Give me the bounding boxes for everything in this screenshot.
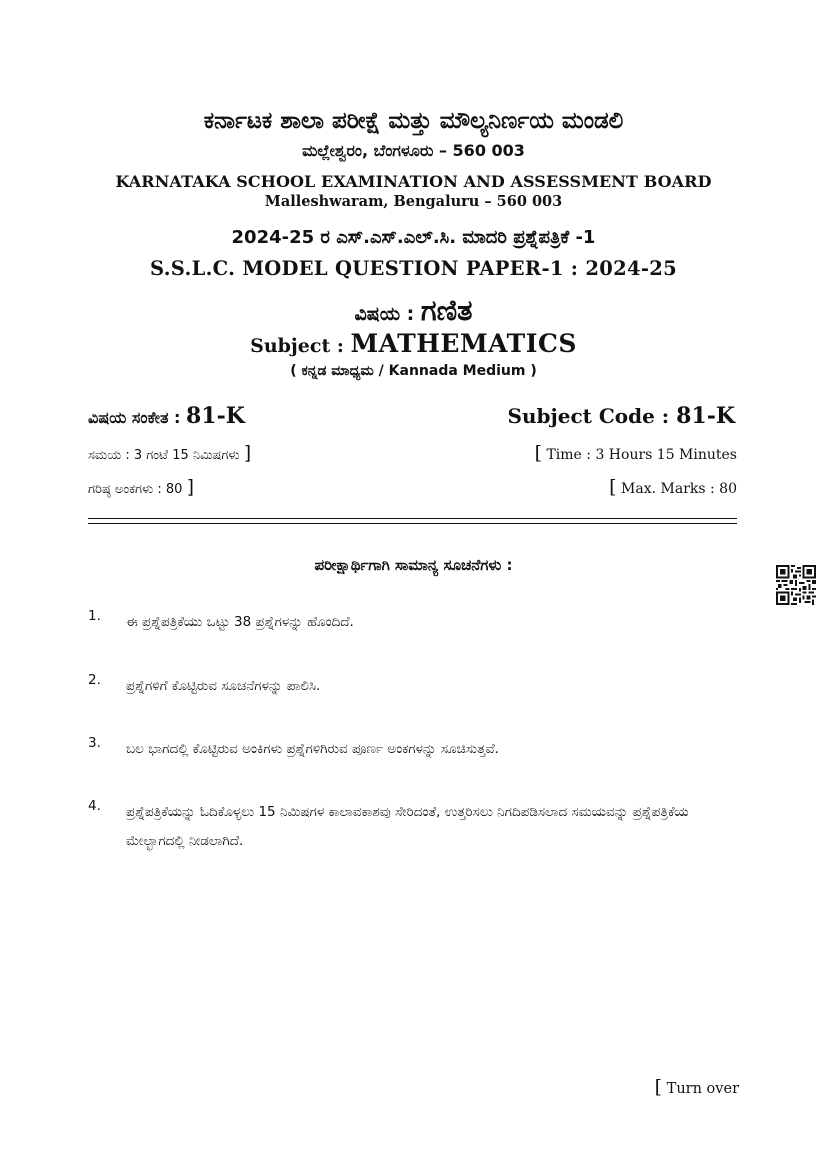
subject-english-value: MATHEMATICS bbox=[350, 329, 577, 358]
medium-label: ( ಕನ್ನಡ ಮಾಧ್ಯಮ / Kannada Medium ) bbox=[290, 363, 537, 379]
marks-english-text: Max. Marks : 80 bbox=[621, 481, 737, 497]
subject-english-line bbox=[0, 329, 827, 358]
time-kannada-text: ಸಮಯ : 3 ಗಂಟೆ 15 ನಿಮಿಷಗಳು bbox=[88, 448, 240, 463]
time-english-text: Time : 3 Hours 15 Minutes bbox=[546, 447, 737, 463]
turn-over-label bbox=[655, 1076, 739, 1098]
time-english bbox=[535, 442, 737, 464]
subject-kannada-label: ವಿಷಯ : bbox=[354, 303, 421, 325]
subject-code-english-value: 81-K bbox=[676, 403, 735, 429]
subject-code-english-label: Subject Code : bbox=[507, 404, 677, 428]
time-kannada-close-bracket: ] bbox=[243, 442, 252, 464]
list-item-text: ಪ್ರಶ್ನೆಗಳಿಗೆ ಕೊಟ್ಟಿರುವ ಸೂಚನೆಗಳನ್ನು ಪಾಲಿಸಿ. bbox=[126, 678, 321, 694]
time-kannada bbox=[88, 442, 251, 464]
turn-over-open-bracket: [ bbox=[654, 1076, 663, 1098]
marks-kannada bbox=[88, 476, 194, 498]
subject-english-label: Subject : bbox=[250, 335, 351, 357]
list-item-number: 2. bbox=[88, 672, 101, 688]
board-address-english: Malleshwaram, Bengaluru – 560 003 bbox=[264, 193, 563, 210]
board-address-kannada: ಮಲ್ಲೇಶ್ವರಂ, ಬೆಂಗಳೂರು – 560 003 bbox=[302, 141, 525, 160]
board-name-kannada: ಕರ್ನಾಟಕ ಶಾಲಾ ಪರೀಕ್ಷೆ ಮತ್ತು ಮೌಲ್ಯನಿರ್ಣಯ ಮಂಡಲಿ bbox=[203, 108, 624, 134]
divider-bottom bbox=[88, 523, 737, 524]
list-item-text: ಈ ಪ್ರಶ್ನೆಪತ್ರಿಕೆಯು ಒಟ್ಟು 38 ಪ್ರಶ್ನೆಗಳನ್ನು ಹೊಂದಿದೆ. bbox=[126, 614, 354, 630]
board-name-english: KARNATAKA SCHOOL EXAMINATION AND ASSESSMENT BOARD bbox=[115, 172, 712, 191]
subject-code-kannada-value: 81-K bbox=[185, 403, 245, 429]
list-item-number: 1. bbox=[88, 608, 101, 624]
time-english-open-bracket: [ bbox=[534, 442, 542, 464]
paper-title-kannada: 2024-25 ರ ಎಸ್.ಎಸ್.ಎಲ್.ಸಿ. ಮಾದರಿ ಪ್ರಶ್ನೆಪತ್ರಿಕೆ -1 bbox=[231, 227, 596, 248]
divider-top bbox=[88, 518, 737, 519]
subject-kannada-value: ಗಣಿತ bbox=[420, 293, 473, 327]
marks-kannada-text: ಗರಿಷ್ಠ ಅಂಕಗಳು : 80 bbox=[88, 482, 183, 497]
marks-kannada-close-bracket: ] bbox=[186, 476, 195, 498]
qr-code-icon bbox=[776, 565, 816, 605]
list-item-number: 4. bbox=[88, 798, 101, 814]
list-item-number: 3. bbox=[88, 735, 101, 751]
instructions-title: ಪರೀಕ್ಷಾರ್ಥಿಗಾಗಿ ಸಾಮಾನ್ಯ ಸೂಚನೆಗಳು : bbox=[314, 556, 513, 574]
marks-english bbox=[609, 476, 737, 498]
list-item-text: ಪ್ರಶ್ನೆಪತ್ರಿಕೆಯನ್ನು ಓದಿಕೊಳ್ಳಲು 15 ನಿಮಿಷಗಳ ಕಾಲಾವಕಾಶವು ಸೇರಿದಂತೆ, ಉತ್ತರಿಸಲು ನಿಗದಿಪಡಿಸಲಾದ ಸಮಯವನ್ನು ಪ್ರಶ್ನೆಪತ್ರಿಕೆಯ ಮೇಲ್ಭಾಗದಲ್ಲಿ ನೀಡಲಾಗಿದೆ. bbox=[126, 804, 689, 849]
turn-over-text: Turn over bbox=[666, 1081, 739, 1097]
marks-english-open-bracket: [ bbox=[609, 476, 617, 498]
list-item-text: ಬಲ ಭಾಗದಲ್ಲಿ ಕೊಟ್ಟಿರುವ ಅಂಕಿಗಳು ಪ್ರಶ್ನೆಗಳಿಗಿರುವ ಪೂರ್ಣ ಅಂಕಗಳನ್ನು ಸೂಚಿಸುತ್ತವೆ. bbox=[126, 741, 499, 757]
subject-kannada-line bbox=[0, 293, 827, 328]
subject-code-kannada-label: ವಿಷಯ ಸಂಕೇತ : bbox=[88, 408, 186, 427]
subject-code-kannada bbox=[88, 403, 245, 429]
paper-title-english: S.S.L.C. MODEL QUESTION PAPER-1 : 2024-25 bbox=[150, 257, 677, 280]
subject-code-english bbox=[508, 403, 735, 429]
